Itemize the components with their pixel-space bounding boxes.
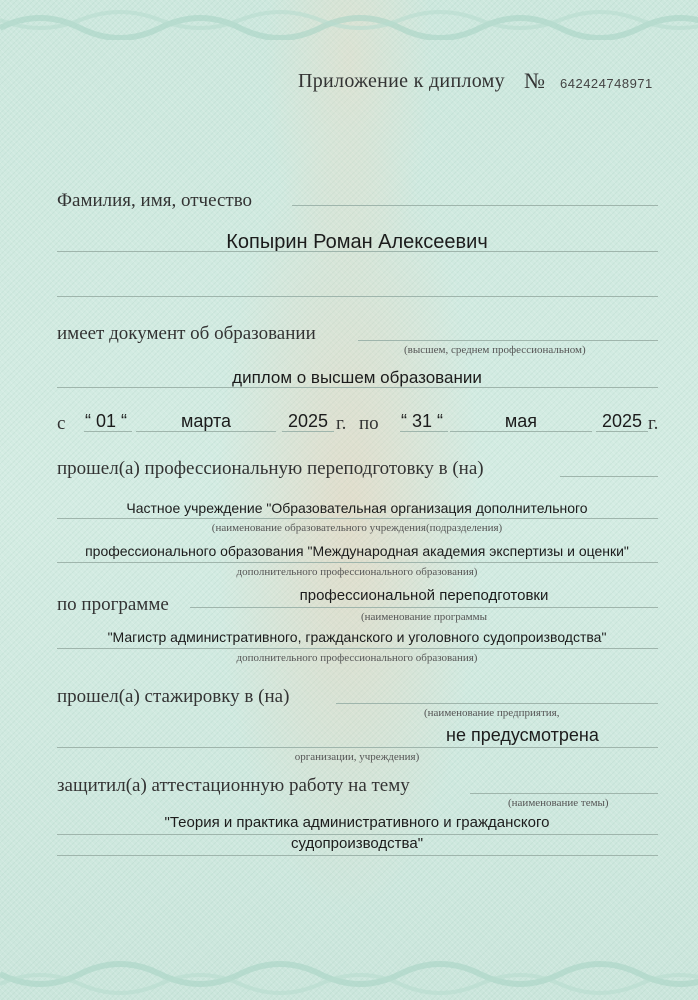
- internship-rule: [57, 747, 658, 748]
- period-to-year: 2025: [601, 411, 643, 431]
- retraining-institution-rule-2: [57, 562, 658, 563]
- full-name-value: Копырин Роман Алексеевич: [226, 231, 488, 253]
- retraining-hint-1: (наименование образовательного учреждения(подразделения): [211, 522, 503, 534]
- period-from-month: марта: [180, 411, 232, 431]
- decorative-top-band: [0, 0, 698, 40]
- period-from-year: 2025: [287, 411, 329, 431]
- internship-label-rule: [336, 703, 658, 704]
- full-name-label: Фамилия, имя, отчество: [57, 190, 253, 211]
- document-title: Приложение к диплому: [298, 70, 505, 92]
- retraining-institution-rule-1: [57, 518, 658, 519]
- internship-hint-1: (наименование предприятия,: [424, 707, 560, 719]
- thesis-value-line1: "Теория и практика административного и гражданского: [164, 814, 550, 831]
- program-value-line2: "Магистр административного, гражданского и уголовного судопроизводства": [107, 629, 607, 645]
- retraining-label: прошел(а) профессиональную переподготовку в (на): [57, 458, 484, 479]
- period-from-day-rule: [84, 431, 132, 432]
- period-to-month: мая: [504, 411, 538, 431]
- full-name-rule-1: [57, 251, 658, 252]
- period-to-day: “ 31 “: [400, 411, 443, 431]
- program-rule-2: [57, 648, 658, 649]
- period-to-day-rule: [400, 431, 448, 432]
- period-to-year-suffix: г.: [648, 413, 659, 434]
- retraining-label-rule: [560, 476, 658, 477]
- period-from-day: “ 01 “: [84, 411, 127, 431]
- education-hint: (высшем, среднем профессиональном): [404, 344, 586, 356]
- period-to-prefix: по: [359, 413, 379, 434]
- education-label: имеет документ об образовании: [57, 323, 316, 344]
- full-name-label-rule: [292, 205, 658, 206]
- thesis-label-rule: [470, 793, 658, 794]
- program-label: по программе: [57, 594, 169, 615]
- program-hint-2: дополнительного профессионального образования): [236, 652, 478, 664]
- program-value-line1: профессиональной переподготовки: [299, 587, 549, 604]
- retraining-hint-2: дополнительного профессионального образования): [236, 566, 478, 578]
- period-from-prefix: с: [57, 413, 66, 434]
- education-document-rule: [57, 387, 658, 388]
- thesis-rule-2: [57, 855, 658, 856]
- period-to-year-rule: [596, 431, 648, 432]
- retraining-institution-line2: профессионального образования "Международная академия экспертизы и оценки": [85, 543, 629, 559]
- period-from-year-rule: [282, 431, 334, 432]
- decorative-bottom-band: [0, 960, 698, 1000]
- program-hint-1: (наименование программы: [361, 611, 487, 623]
- thesis-label: защитил(а) аттестационную работу на тему: [57, 775, 410, 796]
- period-from-month-rule: [136, 431, 276, 432]
- internship-value: не предусмотрена: [446, 725, 599, 745]
- internship-hint-2: организации, учреждения): [294, 751, 420, 763]
- period-from-year-suffix: г.: [336, 413, 347, 434]
- retraining-institution-line1: Частное учреждение "Образовательная организация дополнительного: [126, 500, 588, 516]
- internship-label: прошел(а) стажировку в (на): [57, 686, 290, 707]
- diploma-number: 642424748971: [560, 76, 653, 91]
- number-sign: №: [524, 68, 545, 93]
- period-to-month-rule: [450, 431, 592, 432]
- education-document-value: диплом о высшем образовании: [232, 368, 482, 387]
- full-name-rule-2: [57, 296, 658, 297]
- thesis-hint: (наименование темы): [508, 797, 609, 809]
- education-label-rule: [358, 340, 658, 341]
- program-rule-1: [190, 607, 658, 608]
- thesis-value-line2: судопроизводства": [290, 835, 424, 852]
